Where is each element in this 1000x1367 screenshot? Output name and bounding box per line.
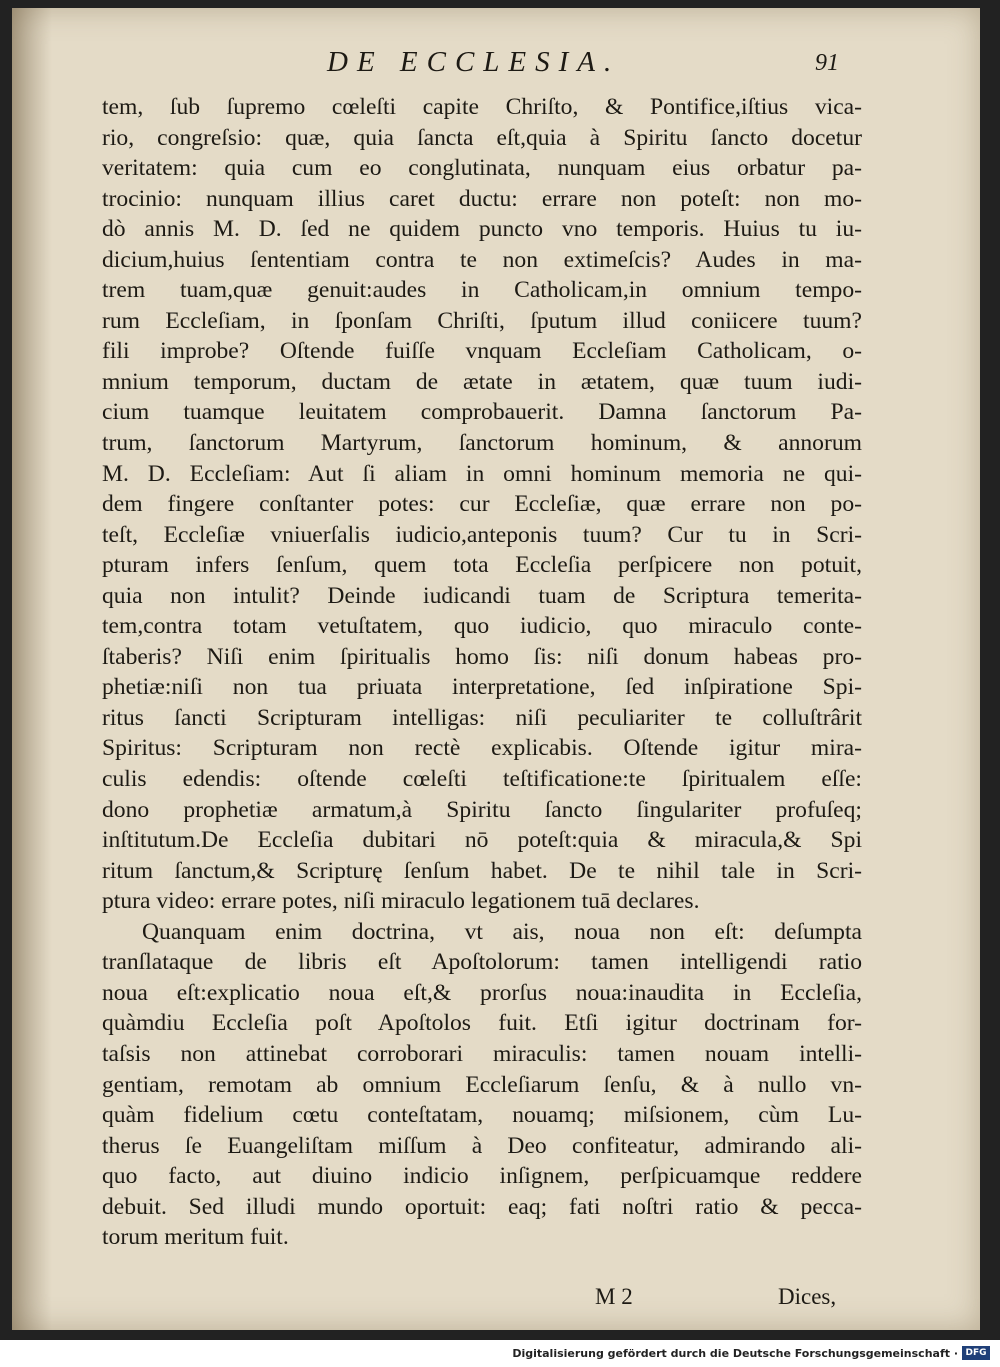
text-line: veritatem: quia cum eo conglutinata, nunquam eius orbatur pa- (102, 155, 862, 182)
text-line: quàm fidelium cœtu conteſtatam, nouamq; miſsionem, cùm Lu- (102, 1102, 862, 1129)
text-line: M. D. Eccleſiam: Aut ſi aliam in omni hominum memoria ne qui- (102, 460, 862, 487)
text-line: pturam infers ſenſum, quem tota Eccleſia perſpicere non potuit, (102, 552, 862, 579)
running-head (12, 46, 980, 86)
text-line: ſtaberis? Niſi enim ſpiritualis homo ſis: niſi donum habeas pro- (102, 643, 862, 670)
text-line: taſsis non attinebat corroborari miraculis: tamen nouam intelli- (102, 1040, 862, 1067)
text-line: tranſlataque de libris eſt Apoſtolorum: tamen intelligendi ratio (102, 949, 862, 976)
text-line: dem fingere conſtanter potes: cur Eccleſiæ, quæ errare non po- (102, 491, 862, 518)
signature-mark: M 2 (595, 1284, 633, 1309)
text-line: ptura video: errare potes, niſi miraculo legationem tuā declares. (102, 888, 700, 915)
dfg-logo: DFG (962, 1346, 990, 1360)
text-line: therus ſe Euangeliſtam miſſum à Deo confiteatur, admirando ali- (102, 1132, 862, 1159)
text-line: phetiæ:niſi non tua priuata interpretatione, ſed inſpiratione Spi- (102, 674, 862, 701)
text-line: debuit. Sed illudi mundo oportuit: eaq; fati noſtri ratio & pecca- (102, 1193, 862, 1220)
text-line: teſt, Eccleſiæ vniuerſalis iudicio,anteponis tuum? Cur tu in Scri- (102, 521, 862, 548)
text-line: rio, congreſsio: quæ, quia ſancta eſt,quia à Spiritu ſancto docetur (102, 124, 862, 151)
text-line: ritus ſancti Scripturam intelligas: niſi peculiariter te colluſtrârit (102, 704, 862, 731)
text-line: mnium temporum, ductam de ætate in ætatem, quæ tuum iudi- (102, 368, 862, 395)
paragraph-start-line: Quanquam enim doctrina, vt ais, noua non eſt: deſumpta (142, 918, 862, 945)
body-text (102, 92, 862, 1253)
text-line: trum, ſanctorum Martyrum, ſanctorum hominum, & annorum (102, 430, 862, 457)
text-line: fili improbe? Oſtende fuiſſe vnquam Eccleſiam Catholicam, o- (102, 338, 862, 365)
text-line: tem, ſub ſupremo cœleſti capite Chriſto, & Pontifice,iſtius vica- (102, 94, 862, 120)
text-line: tem,contra totam vetuſtatem, quo iudicio, quo miraculo conte- (102, 613, 862, 640)
page-number: 91 (815, 50, 839, 76)
text-line: culis edendis: oſtende cœleſti teſtificatione:te ſpiritualem eſſe: (102, 766, 862, 793)
text-line: noua eſt:explicatio noua eſt,& prorſus noua:inaudita in Eccleſia, (102, 979, 862, 1006)
digitization-credit-bar (0, 1340, 1000, 1367)
text-line: quàmdiu Eccleſia poſt Apoſtolos fuit. Etſi igitur doctrinam for- (102, 1010, 862, 1037)
text-line: rum Eccleſiam, in ſponſam Chriſti, ſputum illud coniicere tuum? (102, 307, 862, 334)
text-line: torum meritum fuit. (102, 1224, 289, 1251)
credit-text: Digitalisierung gefördert durch die Deutsche Forschungsgemeinschaft · (512, 1347, 958, 1360)
catchword: Dices, (778, 1284, 837, 1309)
running-title: DE ECCLESIA. (327, 46, 621, 78)
text-line: trem tuam,quæ genuit:audes in Catholicam,in omnium tempo- (102, 277, 862, 304)
text-line: dicium,huius ſententiam contra te non extimeſcis? Audes in ma- (102, 246, 862, 273)
text-line: cium tuamque leuitatem comprobauerit. Damna ſanctorum Pa- (102, 399, 862, 426)
book-page (12, 8, 980, 1330)
text-line: ritum ſanctum,& Scripturę ſenſum habet. De te nihil tale in Scri- (102, 857, 862, 884)
text-line: quo facto, aut diuino indicio inſignem, perſpicuamque reddere (102, 1163, 862, 1190)
text-line: inſtitutum.De Eccleſia dubitari nō poteſt:quia & miracula,& Spi (102, 827, 862, 854)
text-line: dò annis M. D. ſed ne quidem puncto vno temporis. Huius tu iu- (102, 216, 862, 243)
text-line: dono prophetiæ armatum,à Spiritu ſancto ſingulariter profuſeq; (102, 796, 862, 823)
text-line: trocinio: nunquam illius caret ductu: errare non poteſt: non mo- (102, 185, 862, 212)
text-line: Spiritus: Scripturam non rectè explicabis. Oſtende igitur mira- (102, 735, 862, 762)
text-line: gentiam, remotam ab omnium Eccleſiarum ſenſu, & à nullo vn- (102, 1071, 862, 1098)
text-line: quia non intulit? Deinde iudicandi tuam de Scriptura temerita- (102, 582, 862, 609)
